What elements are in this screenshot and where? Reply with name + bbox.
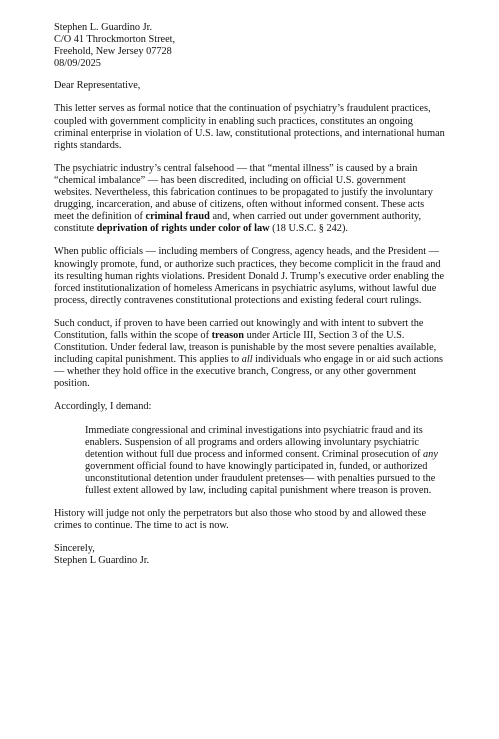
p2-text-c: and, when carried out under government authority, constitute xyxy=(54,211,422,235)
paragraph-demand-intro: Accordingly, I demand: xyxy=(54,401,152,413)
p2-bold-deprivation: deprivation of rights under color of law xyxy=(96,223,270,235)
signature: Stephen L Guardino Jr. xyxy=(54,555,150,567)
demand-text-c: government official found to have knowingly participated in, funded, or authorized unconstitutional detention under fraudulent pretenses— with penalties pursued to the fullest extent allowed by law, including capital punishment where treason is proven. xyxy=(85,460,436,496)
p4-italic-all: all xyxy=(241,354,253,366)
p2-text-e: (18 U.S.C. § 242). xyxy=(269,223,348,235)
demand-block xyxy=(85,425,446,498)
p4-bold-treason: treason xyxy=(211,329,245,341)
paragraph-notice: This letter serves as formal notice that the continuation of psychiatry’s fraudulent practices, coupled with government complicity in enabling such practices, constitutes an ongoing criminal enterprise in violation of U.S. law, constitutional protections, and international human rights standards. xyxy=(54,103,445,151)
letter-page xyxy=(54,22,446,567)
paragraph-falsehood xyxy=(54,163,446,236)
paragraph-officials: When public officials — including members of Congress, agency heads, and the President — knowingly promote, fund, or authorize such practices, they become complicit in the fraud and its resulting human rights violations. President Donald J. Trump’s executive order enabling the forced institutionalization of homeless Americans in psychiatric asylums, without lawful due process, directly contravenes constitutional protections and existing federal court rulings. xyxy=(54,246,445,306)
p4-text-e: individuals who engage in or aid such actions — whether they hold office in the executive branch, Congress, or any other government position. xyxy=(54,354,444,390)
p2-bold-criminal-fraud: criminal fraud xyxy=(145,211,210,223)
p4-text-c: under Article III, Section 3 of the U.S. Constitution. Under federal law, treason is punishable by the most severe penalties available, including capital punishment. This applies to xyxy=(54,329,437,366)
sender-address xyxy=(54,22,446,70)
closing: Sincerely, xyxy=(54,543,95,555)
p2-text-a: The psychiatric industry’s central falsehood — that “mental illness” is caused by a brain “chemical imbalance” — has been discredited, including on official U.S. government websites. Nevertheless, this fabrication continues to be propagated to justify the involuntary drugging, incarceration, and abuse of citizens, often without informed consent. These acts meet the definition of xyxy=(54,162,433,223)
sender-street: C/O 41 Throckmorton Street, xyxy=(54,34,176,46)
paragraph-treason xyxy=(54,318,446,391)
paragraph-history: History will judge not only the perpetrators but also those who stood by and allowed these crimes to continue. The time to act is now. xyxy=(54,508,427,532)
salutation: Dear Representative, xyxy=(54,80,141,92)
sender-city: Freehold, New Jersey 07728 xyxy=(54,46,172,58)
letter-date: 08/09/2025 xyxy=(54,58,101,70)
demand-text-a: Immediate congressional and criminal investigations into psychiatric fraud and its enablers. Suspension of all programs and orders allowing involuntary psychiatric detention without full due process and informed consent. Criminal prosecution of xyxy=(85,424,424,460)
p4-text-a: Such conduct, if proven to have been carried out knowingly and with intent to subvert the Constitution, falls within the scope of xyxy=(54,317,424,341)
sender-name: Stephen L. Guardino Jr. xyxy=(54,22,153,33)
demand-italic-any: any xyxy=(423,448,438,460)
